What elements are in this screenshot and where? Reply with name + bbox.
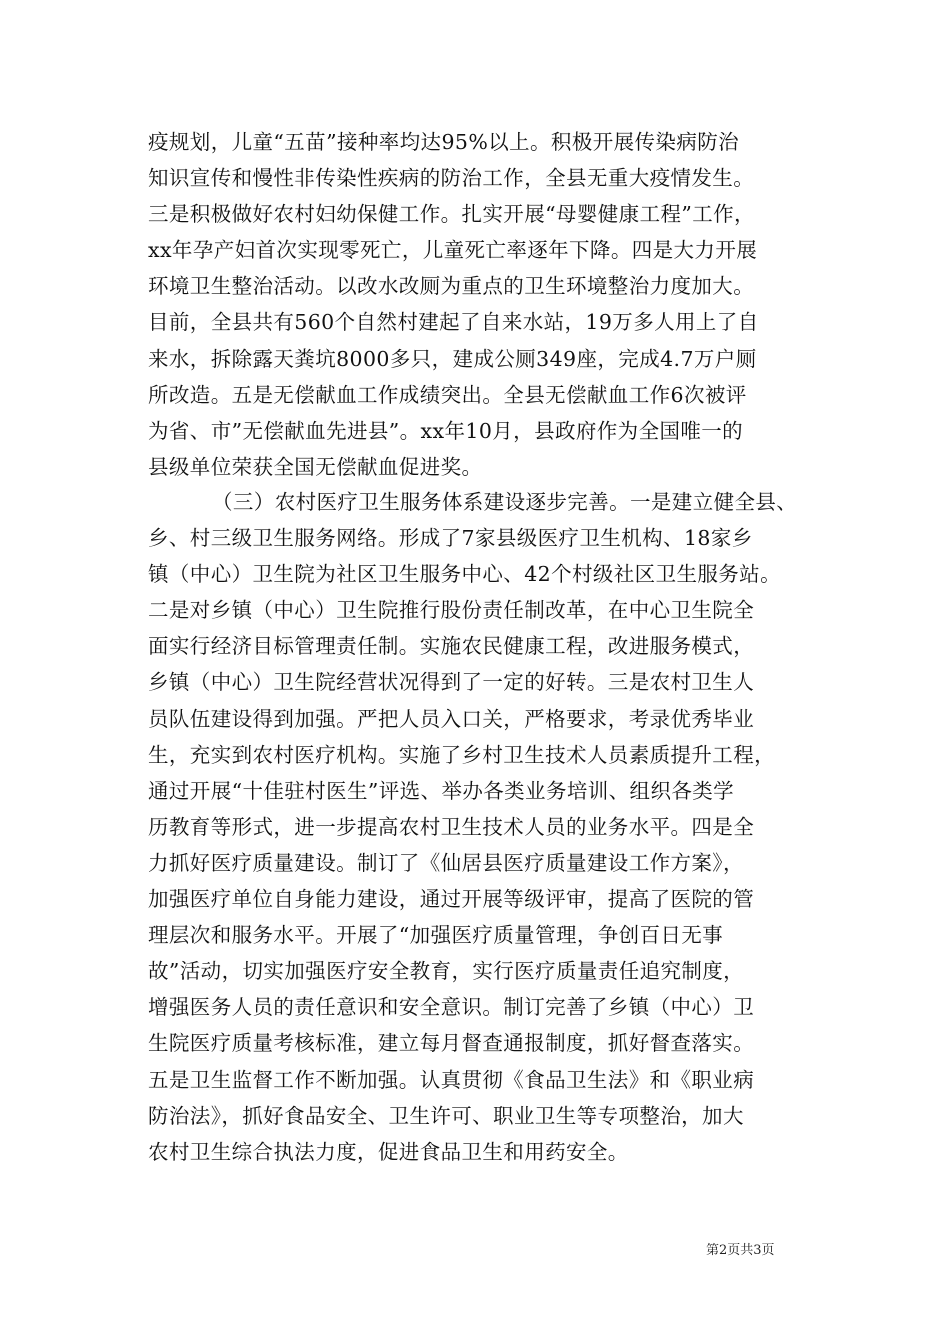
text-line: 生，充实到农村医疗机构。实施了乡村卫生技术人员素质提升工程， <box>148 742 775 767</box>
text-line: 理层次和服务水平。开展了“加强医疗质量管理，争创百日无事 <box>148 923 724 948</box>
text-line: 三是积极做好农村妇幼保健工作。扎实开展“母婴健康工程”工作， <box>148 202 755 227</box>
text-line: 为省、市”无偿献血先进县”。xx年10月，县政府作为全国唯一的 <box>148 418 744 443</box>
text-line: 农村卫生综合执法力度，促进食品卫生和用药安全。 <box>148 1139 629 1164</box>
text-line: 乡、村三级卫生服务网络。形成了7家县级医疗卫生机构、18家乡 <box>148 526 753 551</box>
text-line: 加强医疗单位自身能力建设，通过开展等级评审，提高了医院的管 <box>148 887 755 912</box>
text-line: 所改造。五是无偿献血工作成绩突出。全县无偿献血工作6次被评 <box>148 382 747 407</box>
text-line: 县级单位荣获全国无偿献血促进奖。 <box>148 454 483 479</box>
text-line: 力抓好医疗质量建设。制订了《仙居县医疗质量建设工作方案》， <box>148 850 744 875</box>
text-line: 五是卫生监督工作不断加强。认真贯彻《食品卫生法》和《职业病 <box>148 1067 755 1092</box>
paragraph-rural-service-system <box>148 484 808 1170</box>
text-line: 环境卫生整治活动。以改水改厕为重点的卫生环境整治力度加大。 <box>148 274 755 299</box>
text-line: 疫规划，儿童“五苗”接种率均达95%以上。积极开展传染病防治 <box>148 130 740 154</box>
text-line: 知识宣传和慢性非传染性疾病的防治工作，全县无重大疫情发生。 <box>148 166 755 191</box>
paragraph-health-work <box>148 124 808 485</box>
text-line: （三）农村医疗卫生服务体系建设逐步完善。一是建立健全县、 <box>212 490 798 514</box>
text-line: 故”活动，切实加强医疗安全教育，实行医疗质量责任追究制度， <box>148 959 745 984</box>
text-line: 镇（中心）卫生院为社区卫生服务中心、42个村级社区卫生服务站。 <box>148 562 781 587</box>
text-line: 乡镇（中心）卫生院经营状况得到了一定的好转。三是农村卫生人 <box>148 670 755 695</box>
text-line: 来水，拆除露天粪坑8000多只，建成公厕349座，完成4.7万户厕 <box>148 346 757 371</box>
text-line: 历教育等形式，进一步提高农村卫生技术人员的业务水平。四是全 <box>148 814 755 839</box>
text-line: 面实行经济目标管理责任制。实施农民健康工程，改进服务模式， <box>148 634 755 659</box>
text-line: 生院医疗质量考核标准，建立每月督查通报制度，抓好督查落实。 <box>148 1031 755 1056</box>
text-line: 员队伍建设得到加强。严把人员入口关，严格要求，考录优秀毕业 <box>148 706 755 731</box>
text-line: xx年孕产妇首次实现零死亡，儿童死亡率逐年下降。四是大力开展 <box>148 238 758 263</box>
text-line: 增强医务人员的责任意识和安全意识。制订完善了乡镇（中心）卫 <box>148 995 755 1020</box>
text-line: 二是对乡镇（中心）卫生院推行股份责任制改革，在中心卫生院全 <box>148 598 755 623</box>
text-line: 防治法》，抓好食品安全、卫生许可、职业卫生等专项整治，加大 <box>148 1103 744 1128</box>
text-line: 通过开展“十佳驻村医生”评选、举办各类业务培训、组织各类学 <box>148 778 735 803</box>
page-number-footer: 第2页共3页 <box>706 1243 775 1258</box>
text-line: 目前，全县共有560个自然村建起了自来水站，19万多人用上了自 <box>148 310 759 335</box>
